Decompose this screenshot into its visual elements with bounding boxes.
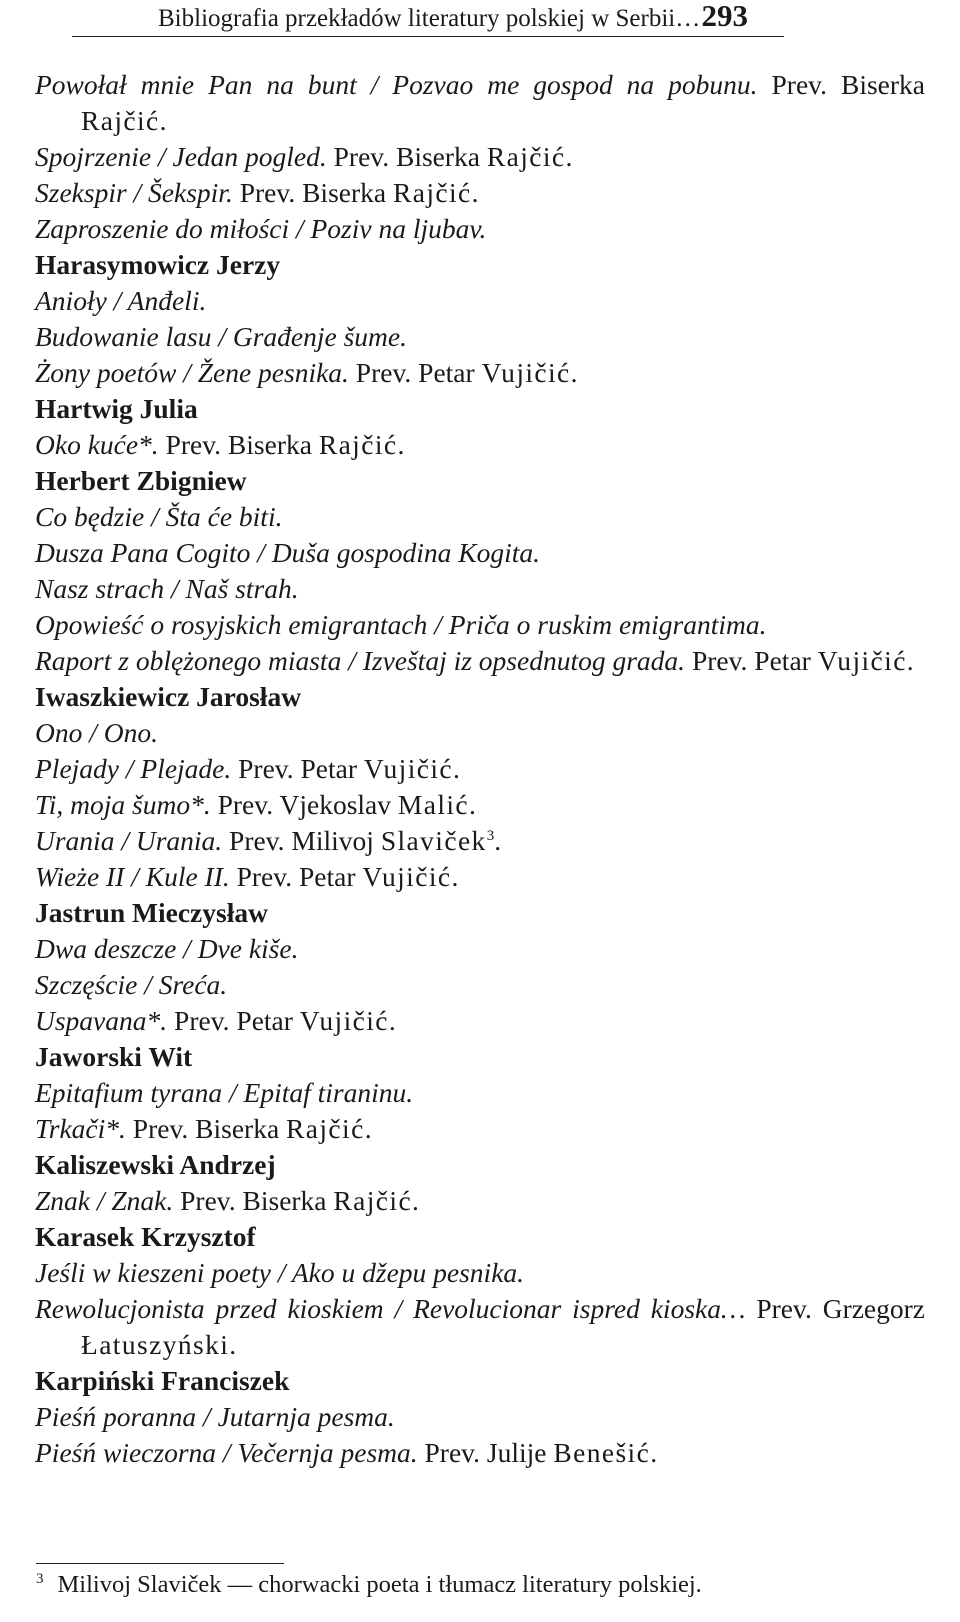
work-title: Pieśń wieczorna / Večernja pesma.	[35, 1437, 418, 1468]
work-title: Nasz strach / Naš strah.	[35, 573, 299, 604]
author-heading: Karasek Krzysztof	[35, 1221, 256, 1252]
work-title: Spojrzenie / Jedan pogled.	[35, 141, 327, 172]
work-title: Wieże II / Kule II.	[35, 861, 230, 892]
translator-prefix: Prev. Milivoj	[229, 825, 374, 856]
work-entry	[35, 607, 925, 643]
entry-end-punctuation: .	[469, 789, 476, 820]
footnote-rule	[36, 1563, 284, 1564]
translator-surname: Rajčić	[392, 177, 472, 208]
work-title: Pieśń poranna / Jutarnja pesma.	[35, 1401, 395, 1432]
work-title: Dusza Pana Cogito / Duša gospodina Kogita.	[35, 537, 540, 568]
work-title: Co będzie / Šta će biti.	[35, 501, 283, 532]
work-title: Oko kuće*.	[35, 429, 159, 460]
work-entry	[35, 931, 925, 967]
entry-end-punctuation: .	[397, 429, 405, 460]
work-entry	[35, 643, 925, 679]
work-title: Rewolucjonista przed kioskiem / Revolucionar ispred kioska…	[35, 1293, 746, 1324]
work-entry	[35, 175, 925, 211]
work-entry	[35, 1291, 925, 1363]
translator-surname: Rajčić	[286, 1113, 365, 1144]
author-heading: Kaliszewski Andrzej	[35, 1149, 276, 1180]
work-entry	[35, 1075, 925, 1111]
translator-surname: Slaviček	[380, 825, 487, 856]
translator-surname: Rajčić	[486, 141, 566, 172]
entry-end-punctuation: .	[452, 753, 460, 784]
entry-end-punctuation: .	[494, 825, 502, 856]
work-entry	[35, 139, 925, 175]
translator-prefix: Prev. Biserka	[239, 177, 387, 208]
translator-prefix: Prev. Biserka	[180, 1185, 327, 1216]
work-title: Budowanie lasu / Građenje šume.	[35, 321, 407, 352]
work-title: Szczęście / Sreća.	[35, 969, 228, 1000]
work-title: Plejady / Plejade.	[35, 753, 232, 784]
translator-prefix: Prev. Petar	[355, 357, 475, 388]
work-title: Jeśli w kieszeni poety / Ako u džepu pesnika.	[35, 1257, 525, 1288]
work-entry	[35, 787, 925, 823]
footnote-reference: 3	[486, 827, 495, 844]
author-heading: Jastrun Mieczysław	[35, 897, 268, 928]
translator-surname: Rajčić	[333, 1185, 413, 1216]
running-head	[72, 2, 784, 37]
work-entry	[35, 67, 925, 139]
author-heading: Harasymowicz Jerzy	[35, 249, 281, 280]
author-heading: Hartwig Julia	[35, 393, 198, 424]
entry-end-punctuation: .	[388, 1005, 396, 1036]
translator-prefix: Prev. Biserka	[132, 1113, 280, 1144]
work-entry	[35, 355, 925, 391]
translator-prefix: Prev. Petar	[236, 861, 356, 892]
footnote-text: Milivoj Slaviček — chorwacki poeta i tłumacz literatury polskiej.	[57, 1571, 702, 1598]
translator-surname: Malić	[397, 789, 470, 820]
entry-end-punctuation: .	[364, 1113, 372, 1144]
work-entry	[35, 1399, 925, 1435]
work-entry	[35, 1435, 925, 1471]
page-number: 293	[701, 0, 748, 33]
work-entry	[35, 211, 925, 247]
translator-surname: Benešić	[553, 1437, 651, 1468]
entry-end-punctuation: .	[412, 1185, 419, 1216]
work-title: Dwa deszcze / Dve kiše.	[35, 933, 299, 964]
entry-end-punctuation: .	[159, 105, 167, 136]
work-title: Ti, moja šumo*.	[35, 789, 211, 820]
work-entry	[35, 967, 925, 1003]
work-entry	[35, 823, 925, 859]
translator-prefix: Prev. Petar	[174, 1005, 293, 1036]
translator-surname: Vujičić	[817, 645, 907, 676]
author-heading: Herbert Zbigniew	[35, 465, 247, 496]
entry-end-punctuation: .	[229, 1329, 237, 1360]
translator-prefix: Prev. Biserka	[771, 69, 925, 100]
translator-prefix: Prev. Biserka	[165, 429, 312, 460]
entry-end-punctuation: .	[650, 1437, 658, 1468]
work-entry	[35, 859, 925, 895]
author-heading: Jaworski Wit	[35, 1041, 193, 1072]
author-heading: Karpiński Franciszek	[35, 1365, 290, 1396]
work-title: Trkači*.	[35, 1113, 126, 1144]
work-title: Powołał mnie Pan na bunt / Pozvao me gospod na pobunu.	[35, 69, 758, 100]
work-entry	[35, 1183, 925, 1219]
translator-prefix: Prev. Julije	[424, 1437, 547, 1468]
translator-surname: Łatuszyński	[81, 1329, 230, 1360]
translator-prefix: Prev. Petar	[238, 753, 358, 784]
work-entry	[35, 1111, 925, 1147]
work-entry	[35, 751, 925, 787]
work-title: Anioły / Anđeli.	[35, 285, 207, 316]
work-entry	[35, 427, 925, 463]
entry-end-punctuation: .	[565, 141, 573, 172]
work-title: Uspavana*.	[35, 1005, 168, 1036]
translator-prefix: Prev. Biserka	[333, 141, 481, 172]
work-entry	[35, 715, 925, 751]
work-entry	[35, 571, 925, 607]
translator-surname: Rajčić	[81, 105, 160, 136]
work-title: Zaproszenie do miłości / Poziv na ljubav.	[35, 213, 487, 244]
bibliography-list	[35, 67, 925, 1471]
translator-surname: Rajčić	[318, 429, 398, 460]
translator-surname: Vujičić	[363, 753, 453, 784]
work-title: Szekspir / Šekspir.	[35, 177, 233, 208]
work-entry	[35, 535, 925, 571]
work-title: Ono / Ono.	[35, 717, 158, 748]
entry-end-punctuation: .	[451, 861, 459, 892]
translator-prefix: Prev. Petar	[691, 645, 811, 676]
work-title: Żony poetów / Žene pesnika.	[35, 357, 349, 388]
translator-surname: Vujičić	[362, 861, 452, 892]
footnote-mark: 3	[36, 1570, 44, 1587]
work-title: Opowieść o rosyjskich emigrantach / Priča o ruskim emigrantima.	[35, 609, 767, 640]
work-entry	[35, 1003, 925, 1039]
footnote	[36, 1571, 702, 1599]
work-entry	[35, 319, 925, 355]
author-heading: Iwaszkiewicz Jarosław	[35, 681, 302, 712]
translator-prefix: Prev. Vjekoslav	[217, 789, 391, 820]
work-title: Urania / Urania.	[35, 825, 223, 856]
work-entry	[35, 1255, 925, 1291]
translator-surname: Vujičić	[299, 1005, 389, 1036]
work-title: Epitafium tyrana / Epitaf tiraninu.	[35, 1077, 414, 1108]
entry-end-punctuation: .	[570, 357, 578, 388]
translator-prefix: Prev. Grzegorz	[756, 1293, 926, 1324]
work-title: Znak / Znak.	[35, 1185, 174, 1216]
work-entry	[35, 283, 925, 319]
running-title: Bibliografia przekładów literatury polskiej w Serbii…	[158, 5, 701, 32]
translator-surname: Vujičić	[481, 357, 571, 388]
entry-end-punctuation: .	[471, 177, 479, 208]
entry-end-punctuation: .	[906, 645, 914, 676]
work-entry	[35, 499, 925, 535]
work-title: Raport z oblężonego miasta / Izveštaj iz opsednutog grada.	[35, 645, 686, 676]
